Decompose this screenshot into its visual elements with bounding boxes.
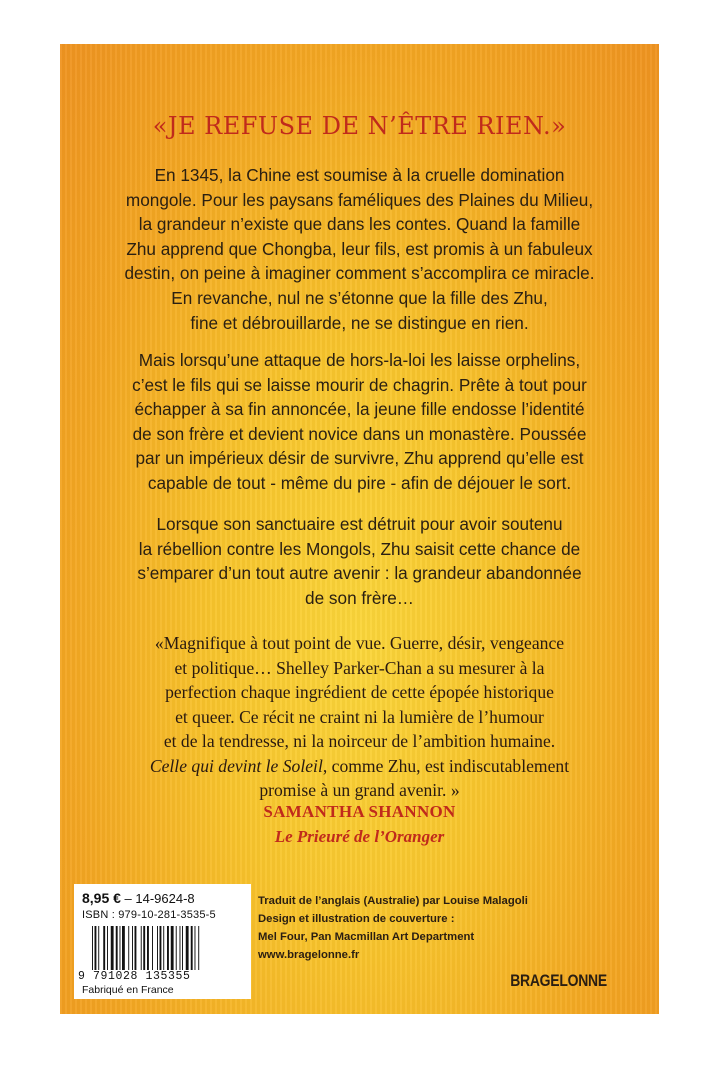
barcode-bar xyxy=(186,926,189,970)
barcode-bar xyxy=(160,926,162,970)
ean-number: 9 791028 135355 xyxy=(78,970,191,983)
barcode-bar xyxy=(95,926,97,970)
credits xyxy=(258,892,528,964)
quote-line: et queer. Ce récit ne craint ni la lumière de l’humour xyxy=(175,706,544,727)
barcode-bar xyxy=(191,926,193,970)
barcode-bar xyxy=(103,926,105,970)
text-line: s’emparer d’un tout autre avenir : la grandeur abandonnée xyxy=(137,563,582,584)
barcode-bar xyxy=(163,926,164,970)
book-title-italic: Celle qui devint le Soleil xyxy=(149,755,323,776)
quote-line: «Magnifique à tout point de vue. Guerre, désir, vengeance xyxy=(154,633,565,653)
text-line: En revanche, nul ne s’étonne que la fille des Zhu, xyxy=(171,287,548,308)
text-line: Lorsque son sanctuaire est détruit pour avoir soutenu xyxy=(156,514,563,534)
quote-line: promise à un grand avenir. » xyxy=(259,780,460,800)
barcode-bar xyxy=(176,926,177,970)
barcode-bar xyxy=(198,926,199,970)
barcode-bar xyxy=(132,926,133,970)
text-line: fine et débrouillarde, ne se distingue en rien. xyxy=(190,312,529,333)
barcode-bar xyxy=(122,926,125,970)
quote-line-rest: , comme Zhu, est indiscutablement xyxy=(322,755,570,776)
barcode-bar xyxy=(157,926,158,970)
synopsis-paragraph-2 xyxy=(74,348,645,496)
barcode-bar xyxy=(152,926,153,970)
text-line: par un impérieux désir de survivre, Zhu apprend qu’elle est xyxy=(135,448,584,469)
barcode-bar xyxy=(98,926,99,970)
text-line: Zhu apprend que Chongba, leur fils, est promis à un fabuleux xyxy=(126,238,593,259)
text-line: capable de tout - même du pire - afin de déjouer le sort. xyxy=(147,472,572,493)
text-line: de son frère… xyxy=(305,587,414,608)
text-line: de son frère et devient novice dans un monastère. Poussée xyxy=(132,423,587,444)
barcode-bar xyxy=(135,926,137,970)
quote-line xyxy=(68,754,651,779)
barcode-bar xyxy=(147,926,149,970)
barcode-bar xyxy=(92,926,93,970)
text-line: Mais lorsqu’une attaque de hors-la-loi les laisse orphelins, xyxy=(138,350,581,370)
publisher-website: www.bragelonne.fr xyxy=(258,949,360,961)
review-quote xyxy=(68,631,651,803)
barcode-image xyxy=(90,926,240,970)
text-line: mongole. Pour les paysans faméliques des Plaines du Milieu, xyxy=(125,189,594,210)
barcode-bar xyxy=(195,926,196,970)
barcode-bar xyxy=(141,926,142,970)
synopsis-paragraph-3 xyxy=(74,512,645,610)
made-in-label: Fabriqué en France xyxy=(82,984,174,996)
headline: «JE REFUSE DE N’ÊTRE RIEN.» xyxy=(152,112,567,140)
text-line: la grandeur n’existe que dans les contes. Quand la famille xyxy=(138,214,581,235)
barcode-bar xyxy=(143,926,145,970)
isbn: ISBN : 979-10-281-3535-5 xyxy=(82,909,216,921)
product-code: – 14-9624-8 xyxy=(120,891,195,906)
barcode-bar xyxy=(116,926,118,970)
quote-source-book: Le Prieuré de l’Oranger xyxy=(274,827,445,846)
barcode-bar xyxy=(107,926,108,970)
text-line: la rébellion contre les Mongols, Zhu saisit cette chance de xyxy=(138,538,581,559)
barcode-bar xyxy=(182,926,183,970)
synopsis-paragraph-1 xyxy=(74,163,645,335)
barcode-bar xyxy=(128,926,129,970)
text-line: c’est le fils qui se laisse mourir de chagrin. Prête à tout pour xyxy=(132,374,587,395)
price-line xyxy=(82,890,195,906)
barcode-bar xyxy=(111,926,114,970)
credit-design-heading: Design et illustration de couverture : xyxy=(258,913,455,925)
barcode-bar xyxy=(120,926,121,970)
quote-line: et politique… Shelley Parker-Chan a su mesurer à la xyxy=(174,657,545,678)
text-line: destin, on peine à imaginer comment s’accomplira ce miracle. xyxy=(124,263,595,284)
quote-author: SAMANTHA SHANNON xyxy=(263,802,456,821)
quote-line: perfection chaque ingrédient de cette épopée historique xyxy=(165,682,554,702)
publisher-logo: BRAGELONNE xyxy=(510,971,607,990)
text-line: En 1345, la Chine est soumise à la cruelle domination xyxy=(154,165,565,185)
price: 8,95 € xyxy=(82,890,121,906)
barcode-bar xyxy=(180,926,181,970)
barcode-box xyxy=(74,884,251,999)
barcode-bar xyxy=(171,926,174,970)
book-back-cover xyxy=(60,44,659,1014)
credit-designer: Mel Four, Pan Macmillan Art Department xyxy=(258,931,475,943)
credit-translator: Traduit de l’anglais (Australie) par Louise Malagoli xyxy=(258,895,528,907)
text-line: échapper à sa fin annoncée, la jeune fille endosse l’identité xyxy=(134,399,585,420)
quote-line: et de la tendresse, ni la noirceur de l’ambition humaine. xyxy=(163,731,556,751)
barcode-bar xyxy=(167,926,169,970)
